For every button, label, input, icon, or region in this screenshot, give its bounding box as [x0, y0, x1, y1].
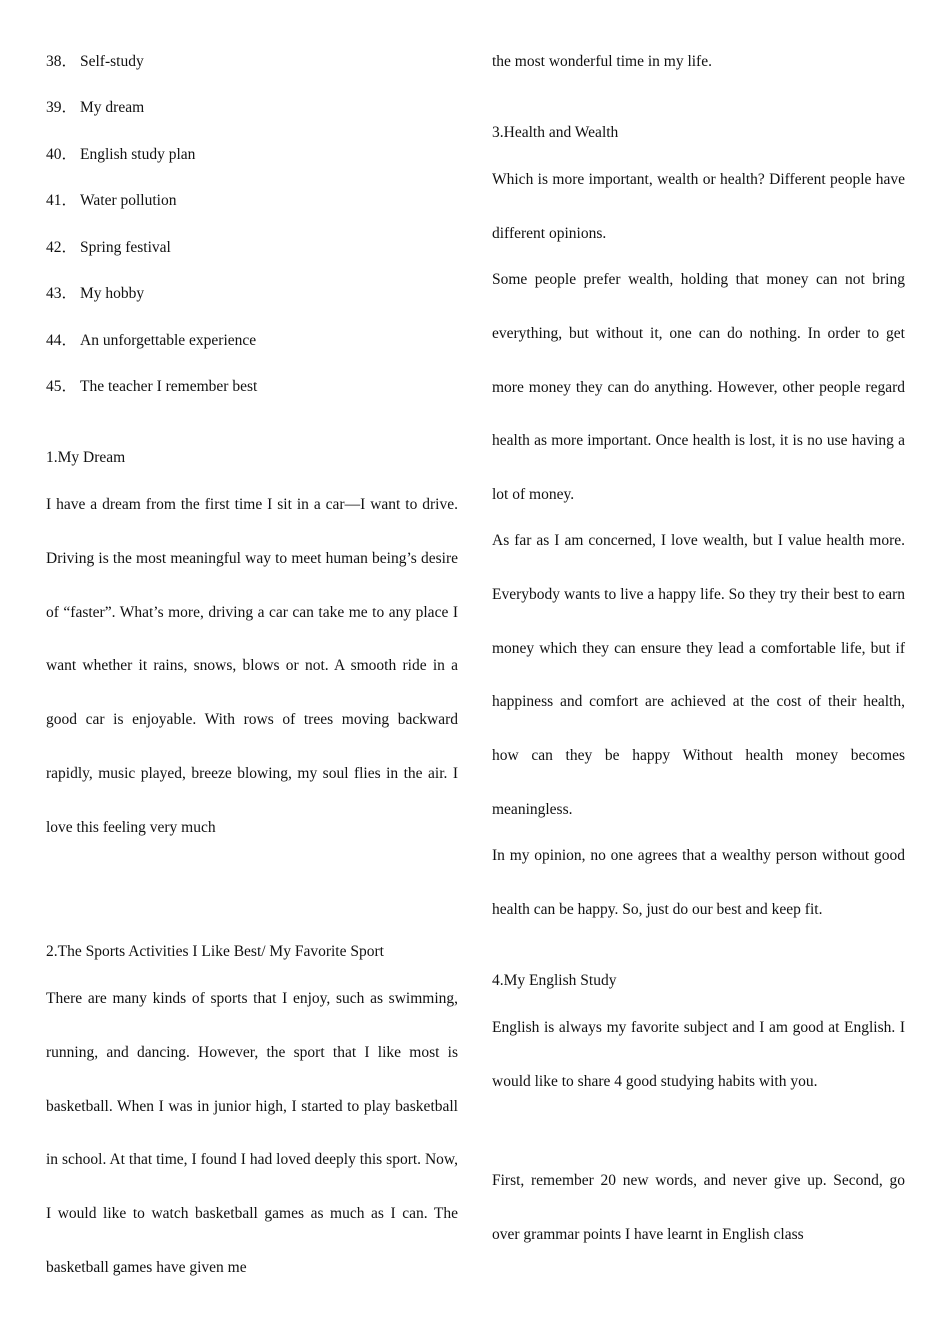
essay-paragraph-health-1: Which is more important, wealth or health? Different people have different opinions.: [492, 171, 905, 242]
topic-number: 42．: [46, 239, 78, 256]
topic-title: My hobby: [80, 285, 145, 302]
topic-title: Self-study: [80, 53, 144, 70]
topic-number: 43．: [46, 285, 78, 302]
topic-number: 45．: [46, 378, 78, 395]
essay-heading-my-dream: 1.My Dream: [46, 449, 126, 466]
essay-paragraph-health-3: As far as I am concerned, I love wealth, but I value health more. Everybody wants to live a happy life. So they try their best to earn money which they can ensure they lead a comfortable life, but if happiness and comfort are achieved at the cost of their health, how can they be happy Without health money becomes meaningless.: [492, 532, 905, 818]
topic-number: 38．: [46, 53, 78, 70]
topic-number: 40．: [46, 146, 78, 163]
essay-heading-sports: 2.The Sports Activities I Like Best/ My Favorite Sport: [46, 943, 384, 960]
topic-item: [46, 190, 176, 212]
topic-number: 41．: [46, 192, 78, 209]
essay-paragraph-health-4: In my opinion, no one agrees that a wealthy person without good health can be happy. So, just do our best and keep fit.: [492, 847, 905, 918]
topic-item: [46, 283, 144, 305]
topic-title: Spring festival: [80, 239, 171, 256]
essay-heading-english: 4.My English Study: [492, 972, 617, 989]
topic-item: [46, 237, 171, 259]
essay-body-my-dream: I have a dream from the first time I sit in a car—I want to drive. Driving is the most meaningful way to meet human being’s desire of “faster”. What’s more, driving a car can take me to any place I want whether it rains, snows, blows or not. A smooth ride in a good car is enjoyable. With rows of trees moving backward rapidly, music played, breeze blowing, my soul flies in the air. I love this feeling very much: [46, 496, 458, 836]
essay-paragraph-health-2: Some people prefer wealth, holding that money can not bring everything, but without it, one can do nothing. In order to get more money they can do anything. However, other people regard health as more important. Once health is lost, it is no use having a lot of money.: [492, 271, 905, 504]
topic-number: 44．: [46, 332, 78, 349]
topic-title: Water pollution: [80, 192, 177, 209]
topic-item: [46, 376, 257, 398]
topic-title: My dream: [80, 99, 145, 116]
topic-title: An unforgettable experience: [80, 332, 257, 349]
topic-item: [46, 97, 144, 119]
essay-paragraph-english-1: English is always my favorite subject and I am good at English. I would like to share 4 good studying habits with you.: [492, 1019, 905, 1090]
topic-number: 39．: [46, 99, 78, 116]
topic-title: The teacher I remember best: [80, 378, 258, 395]
essay-body-sports: There are many kinds of sports that I enjoy, such as swimming, running, and dancing. However, the sport that I like most is basketball. When I was in junior high, I started to play basketball in school. At that time, I found I had loved deeply this sport. Now, I would like to watch basketball games as much as I can. The basketball games have given me: [46, 990, 458, 1276]
essay-paragraph-english-2: First, remember 20 new words, and never give up. Second, go over grammar points I have learnt in English class: [492, 1172, 905, 1243]
topic-title: English study plan: [80, 146, 196, 163]
essay-heading-health: 3.Health and Wealth: [492, 124, 619, 141]
essay-continuation-sports: the most wonderful time in my life.: [492, 53, 712, 70]
topic-item: [46, 330, 256, 352]
topic-item: [46, 51, 144, 73]
topic-item: [46, 144, 195, 166]
